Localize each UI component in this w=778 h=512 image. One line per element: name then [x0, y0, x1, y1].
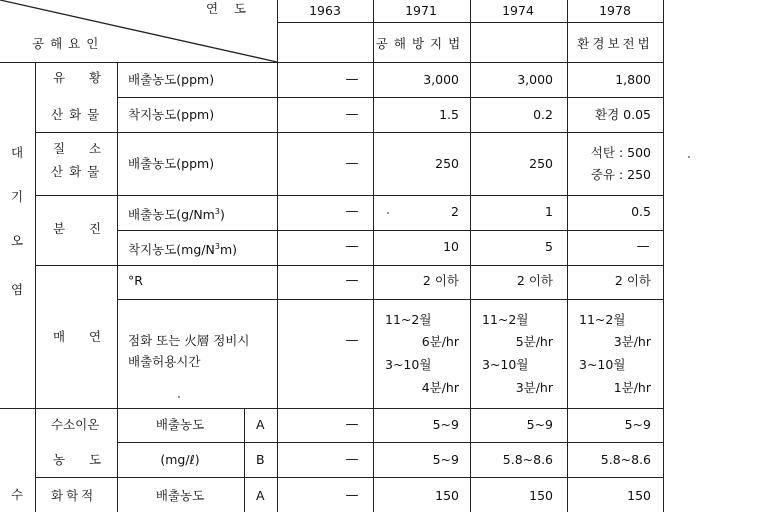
nitrogen-name: 소 — [89, 141, 102, 156]
sulfur-name: 산화물 — [51, 107, 106, 122]
dust-ground-1978: — — [636, 239, 650, 254]
row-divider — [277, 22, 664, 23]
row-divider — [117, 442, 664, 443]
smoke-1974-winter-time: 5분/hr — [515, 334, 553, 349]
dust-ground-1963: — — [345, 239, 359, 254]
smoke-1978-summer: 3~10월 — [579, 357, 626, 372]
grade-b: B — [256, 452, 265, 467]
year-label: 연 도 — [206, 1, 253, 16]
year-1963: 1963 — [309, 3, 341, 18]
smoke-name: 매 — [53, 329, 66, 344]
hydrogen-unit: (mg/ℓ) — [160, 452, 200, 467]
sulfur-emission-1963: — — [345, 72, 359, 87]
chemical-a-1978: 150 — [627, 488, 651, 503]
smoke-time-1963: — — [345, 333, 359, 348]
speck — [688, 156, 690, 158]
nitrogen-name: 질 — [53, 141, 66, 156]
section-water-char: 수 — [10, 487, 24, 502]
row-divider — [35, 132, 664, 133]
hydrogen-label: 배출농도 — [155, 417, 205, 432]
hydrogen-a-1963: — — [345, 417, 359, 432]
sulfur-ground-1963: — — [345, 107, 359, 122]
speck — [387, 212, 389, 214]
sulfur-emission-label: 배출농도(ppm) — [128, 72, 215, 87]
dust-name: 진 — [89, 221, 102, 236]
smoke-1971-summer-time: 4분/hr — [421, 380, 459, 395]
smoke-r-1978: 2 이하 — [614, 273, 651, 288]
hydrogen-a-1978: 5~9 — [624, 417, 651, 432]
hydrogen-b-1978: 5.8~8.6 — [600, 452, 651, 467]
dust-ground-1974: 5 — [545, 239, 553, 254]
sulfur-name: 황 — [89, 70, 102, 85]
sulfur-ground-1971: 1.5 — [439, 107, 459, 122]
dust-emission-label: 배출농도(g/Nm$^3$) — [128, 207, 225, 223]
col-divider — [663, 0, 664, 512]
smoke-1974-summer-time: 3분/hr — [515, 380, 553, 395]
smoke-desc-line1: 점화 또는 火層 정비시 — [128, 333, 250, 348]
nitrogen-1978-oil: 중유 : 250 — [590, 167, 651, 182]
smoke-1974-winter: 11~2월 — [482, 312, 529, 327]
smoke-1974-summer: 3~10월 — [482, 357, 529, 372]
hydrogen-b-1971: 5~9 — [432, 452, 459, 467]
dust-name: 분 — [53, 221, 66, 236]
col-divider — [244, 408, 245, 512]
year-1974: 1974 — [502, 3, 534, 18]
col-divider — [373, 0, 374, 512]
sulfur-ground-1974: 0.2 — [533, 107, 553, 122]
smoke-r-label: °R — [128, 273, 143, 288]
smoke-1971-summer: 3~10월 — [385, 357, 432, 372]
nitrogen-1974: 250 — [529, 156, 553, 171]
col-divider — [117, 62, 118, 512]
chemical-a-1971: 150 — [435, 488, 459, 503]
nitrogen-1978-coal: 석탄 : 500 — [590, 145, 651, 160]
hydrogen-name: 도 — [89, 452, 102, 467]
smoke-r-1974: 2 이하 — [516, 273, 553, 288]
row-divider — [35, 195, 664, 196]
col-divider — [567, 0, 568, 512]
chemical-label: 배출농도 — [155, 488, 205, 503]
year-1971: 1971 — [405, 3, 437, 18]
hydrogen-b-1963: — — [345, 452, 359, 467]
grade-a: A — [256, 488, 265, 503]
row-divider — [35, 477, 664, 478]
law-pollution-prevention: 공해방지법 — [375, 36, 467, 51]
section-air-char: 염 — [10, 282, 24, 297]
nitrogen-1963: — — [345, 156, 359, 171]
grade-a: A — [256, 417, 265, 432]
dust-emission-1963: — — [345, 204, 359, 219]
smoke-1971-winter-time: 6분/hr — [421, 334, 459, 349]
sulfur-emission-1978: 1,800 — [615, 72, 651, 87]
factor-label: 공해요인 — [32, 36, 105, 51]
nitrogen-1971: 250 — [435, 156, 459, 171]
chemical-a-1963: — — [345, 488, 359, 503]
hydrogen-a-1971: 5~9 — [432, 417, 459, 432]
year-1978: 1978 — [599, 3, 631, 18]
smoke-name: 연 — [89, 329, 102, 344]
law-environment-preservation: 환경보전법 — [577, 36, 653, 51]
row-divider — [0, 408, 664, 409]
sulfur-emission-1974: 3,000 — [517, 72, 553, 87]
dust-emission-1971: 2 — [451, 204, 459, 219]
hydrogen-name: 수소이온 — [51, 417, 100, 432]
speck — [178, 396, 180, 398]
row-divider — [117, 299, 664, 300]
chemical-a-1974: 150 — [529, 488, 553, 503]
smoke-1978-winter-time: 3분/hr — [613, 334, 651, 349]
sulfur-name: 유 — [53, 70, 66, 85]
dust-emission-1974: 1 — [545, 204, 553, 219]
smoke-1971-winter: 11~2월 — [385, 312, 432, 327]
sulfur-ground-1978: 환경 0.05 — [595, 107, 651, 122]
nitrogen-label: 배출농도(ppm) — [128, 156, 215, 171]
chemical-name: 화학적 — [51, 488, 97, 503]
dust-ground-1971: 10 — [443, 239, 459, 254]
section-air-char: 기 — [10, 189, 24, 204]
col-divider — [277, 0, 278, 512]
row-divider — [0, 62, 664, 63]
row-divider — [35, 265, 664, 266]
dust-emission-1978: 0.5 — [631, 204, 651, 219]
smoke-r-1971: 2 이하 — [422, 273, 459, 288]
section-air-char: 오 — [10, 233, 24, 248]
smoke-desc-line2: 배출허용시간 — [128, 354, 201, 369]
hydrogen-name: 농 — [53, 452, 66, 467]
dust-ground-label: 착지농도$(mg/N^3m)$ — [128, 242, 238, 258]
hydrogen-a-1974: 5~9 — [526, 417, 553, 432]
sulfur-ground-label: 착지농도(ppm) — [128, 107, 215, 122]
section-air-char: 대 — [10, 145, 24, 160]
sulfur-emission-1971: 3,000 — [423, 72, 459, 87]
nitrogen-name: 산화물 — [51, 164, 106, 179]
col-divider — [470, 0, 471, 512]
smoke-1978-winter: 11~2월 — [579, 312, 626, 327]
smoke-1978-summer-time: 1분/hr — [613, 380, 651, 395]
col-divider — [35, 62, 36, 512]
row-divider — [117, 97, 664, 98]
hydrogen-b-1974: 5.8~8.6 — [502, 452, 553, 467]
row-divider — [117, 230, 664, 231]
smoke-r-1963: — — [345, 273, 359, 288]
